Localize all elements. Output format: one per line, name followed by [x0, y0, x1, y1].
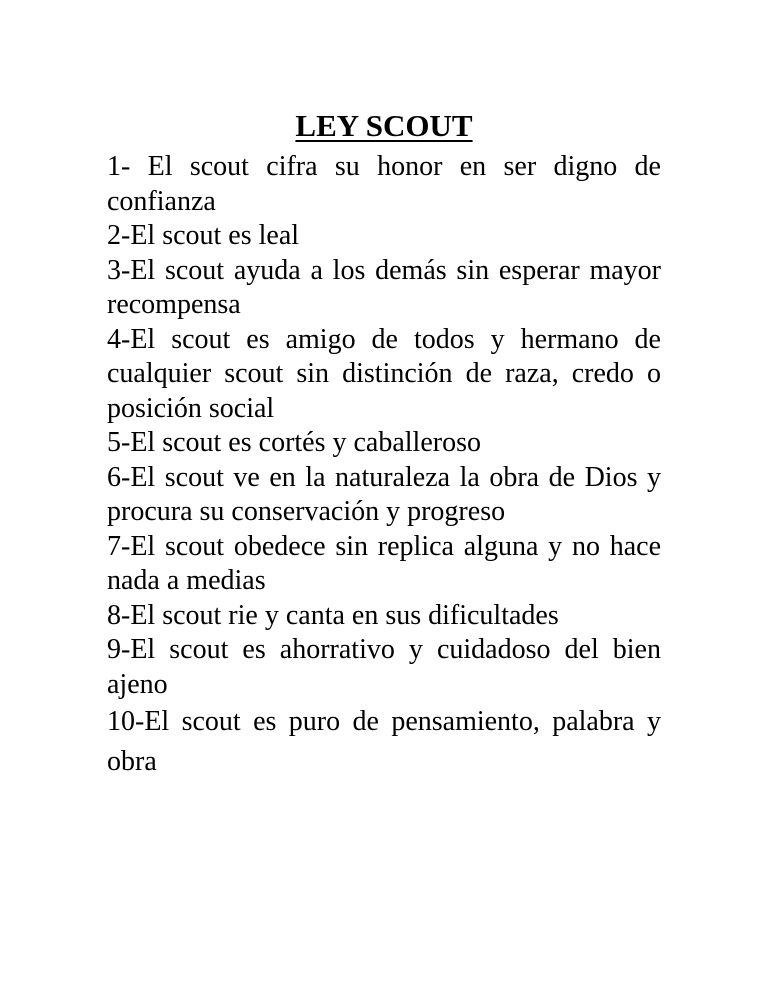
- scout-law-item-5: 5-El scout es cortés y caballeroso: [107, 427, 481, 458]
- scout-law-item-6: 6-El scout ve en la naturaleza la obra de Dios y procura su conservación y progreso: [107, 461, 661, 527]
- scout-law-list: [107, 150, 661, 782]
- document-title: LEY SCOUT: [295, 108, 473, 143]
- scout-law-item-8: 8-El scout rie y canta en sus dificultades: [107, 599, 559, 631]
- scout-law-item-4: 4-El scout es amigo de todos y hermano de cualquier scout sin distinción de raza, credo o posición social: [107, 323, 661, 424]
- scout-law-item-10: 10-El scout es puro de pensamiento, palabra y obra: [107, 706, 661, 777]
- scout-law-item-7: 7-El scout obedece sin replica alguna y no hace nada a medias: [107, 530, 661, 596]
- scout-law-item-3: 3-El scout ayuda a los demás sin esperar mayor recompensa: [107, 254, 661, 320]
- scout-law-item-1: 1- El scout cifra su honor en ser digno de confianza: [107, 151, 661, 217]
- scout-law-item-9: 9-El scout es ahorrativo y cuidadoso del bien ajeno: [107, 634, 661, 700]
- scout-law-item-2: 2-El scout es leal: [107, 220, 300, 251]
